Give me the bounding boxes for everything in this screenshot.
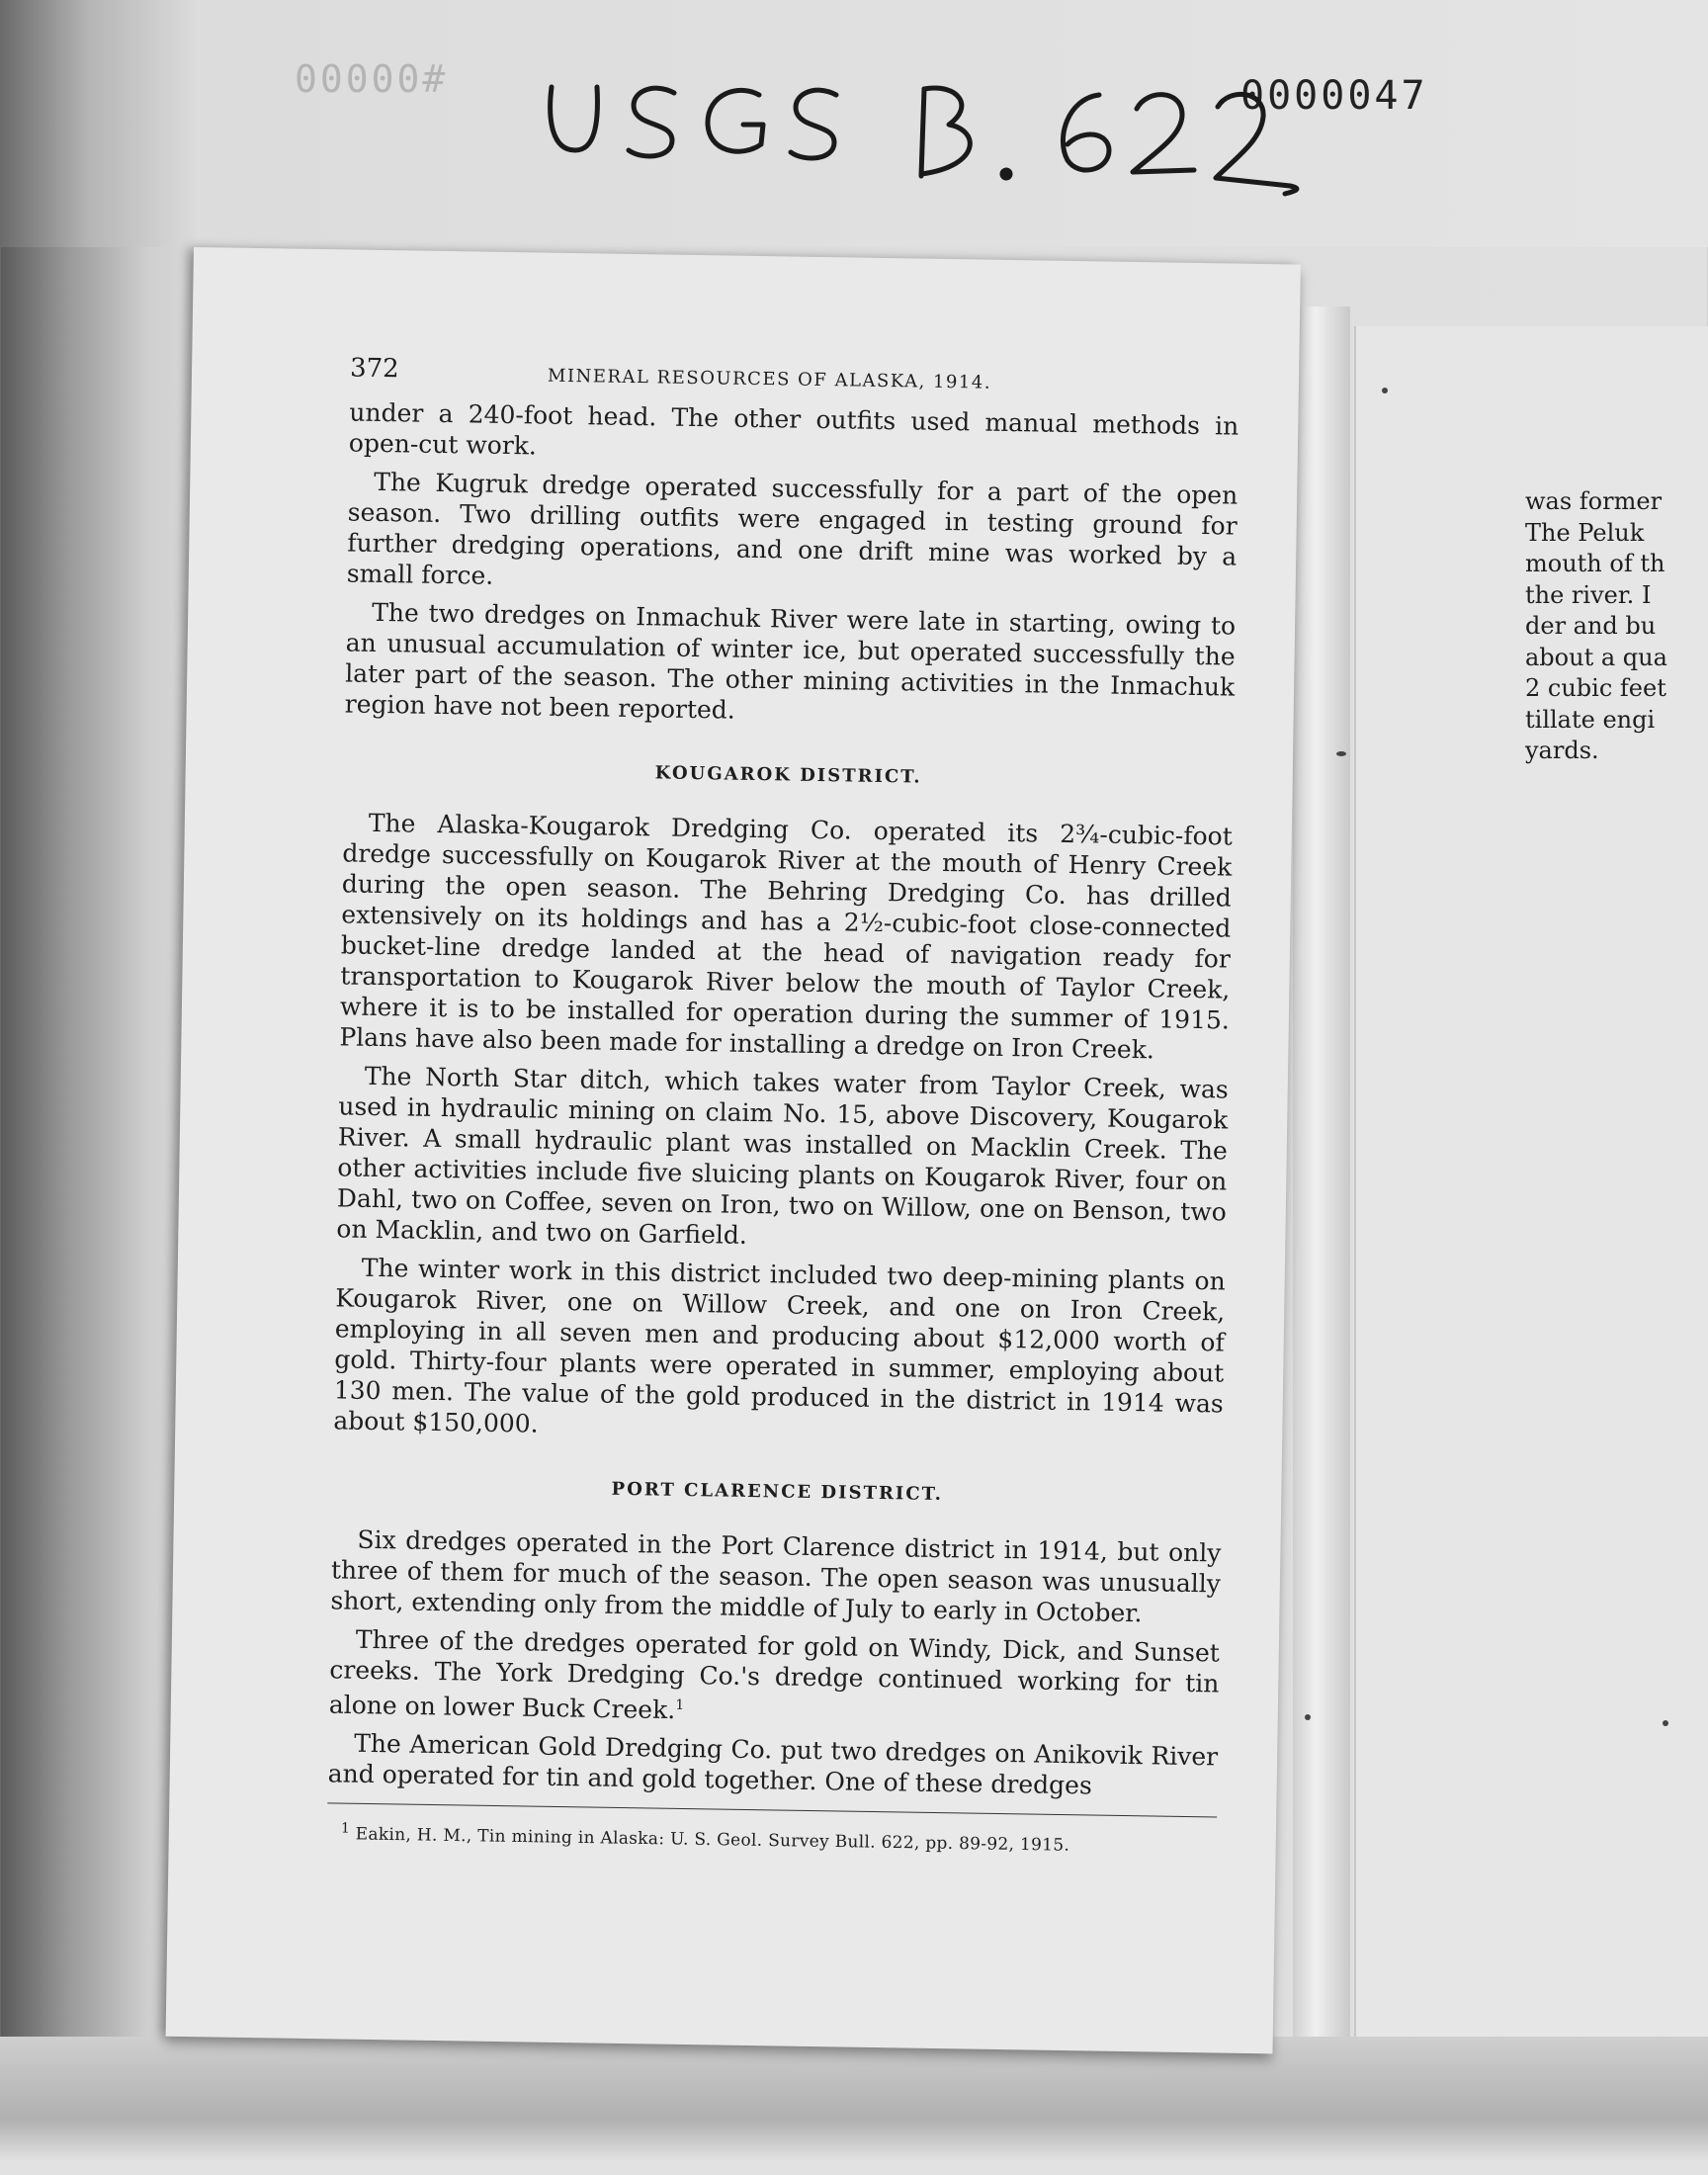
- stamped-document-number: 0000047: [1240, 73, 1428, 119]
- paragraph: The North Star ditch, which takes water from Taylor Creek, was used in hydraulic mining on claim No. 15, above Discovery, Kougarok River. A small hydraulic plant was installed on Macklin Creek. The other activities include five sluicing plants on Kougarok River, four on Dahl, two on Coffee, seven on Iron, two on Willow, one on Benson, two on Macklin, and two on Garfield.: [336, 1061, 1229, 1250]
- paragraph: The American Gold Dredging Co. put two dredges on Anikovik River and operated for tin and gold together. One of these dredges: [327, 1729, 1219, 1800]
- page-fold: [1293, 306, 1350, 2116]
- adjacent-line: der and bu: [1525, 612, 1657, 640]
- paragraph: The Alaska-Kougarok Dredging Co. operated its 2¾-cubic-foot dredge successfully on Kougarok River at the mouth of Henry Creek during the open season. The Behring Dredging Co. has drilled extensively on its holdings and has a 2½-cubic-foot close-connected bucket-line dredge landed at the head of navigation ready for transportation to Kougarok River below the mouth of Taylor Creek, where it is to be installed for operation during the summer of 1915. Plans have also been made for installing a dredge on Iron Creek.: [339, 808, 1233, 1065]
- page-text: [327, 354, 1240, 1865]
- running-title: MINERAL RESOURCES OF ALASKA, 1914.: [547, 365, 992, 393]
- footnote-marker: 1: [340, 1820, 351, 1838]
- adjacent-line: about a qua: [1525, 643, 1667, 671]
- handwritten-label: [534, 59, 1305, 208]
- paragraph: The winter work in this district included two deep-mining plants on Kougarok River, one on Willow Creek, and one on Iron Creek, employing in all seven men and producing about $12,000 worth of gold. Thirty-four plants were operated in summer, employing about 130 men. The value of the gold produced in the district in 1914 was about $150,000.: [333, 1253, 1226, 1438]
- adjacent-line: was former: [1525, 487, 1663, 515]
- footnote-text: Eakin, H. M., Tin mining in Alaska: U. S. Geol. Survey Bull. 622, pp. 89-92, 1915.: [355, 1824, 1070, 1857]
- adjacent-line: tillate engi: [1525, 705, 1656, 734]
- scan-speck: [1382, 388, 1388, 393]
- adjacent-line: mouth of th: [1525, 550, 1665, 577]
- footnote: [341, 1814, 1217, 1865]
- adjacent-line: 2 cubic feet: [1525, 674, 1666, 702]
- adjacent-line: the river. I: [1525, 580, 1652, 609]
- adjacent-line: yards.: [1525, 737, 1599, 764]
- footnote-reference: 1: [675, 1696, 685, 1713]
- paragraph: The Kugruk dredge operated successfully for a part of the open season. Two drilling outfits were engaged in testing ground for further dredging operations, and one drift mine was worked by a small force.: [346, 467, 1238, 590]
- page-number: 372: [349, 353, 399, 385]
- scan-bottom-margin: [0, 2037, 1708, 2175]
- adjacent-page-text: [1525, 486, 1708, 767]
- scan-speck: [1336, 751, 1346, 756]
- scan-speck: [1663, 1720, 1668, 1726]
- section-heading-kougarok: KOUGAROK DISTRICT.: [654, 762, 922, 788]
- paragraph: [329, 1623, 1220, 1733]
- scan-speck: [1305, 1714, 1311, 1720]
- section-heading-port-clarence: PORT CLARENCE DISTRICT.: [611, 1478, 944, 1506]
- paragraph-text: Three of the dredges operated for gold on Windy, Dick, and Sunset creeks. The York Dredging Co.'s dredge continued working for tin alone on lower Buck Creek.: [328, 1624, 1221, 1725]
- paragraph: under a 240-foot head. The other outfits used manual methods in open-cut work.: [348, 397, 1239, 461]
- page-sheet: [166, 247, 1301, 2053]
- ghost-bleedthrough-number: 00000#: [295, 57, 449, 101]
- paragraph: Six dredges operated in the Port Clarence district in 1914, but only three of them for much of the season. The open season was unusually short, extending only from the middle of July to early in October.: [330, 1524, 1222, 1628]
- paragraph: The two dredges on Inmachuk River were late in starting, owing to an unusual accumulation of winter ice, but operated successfully the later part of the season. The other mining activities in the Inmachuk region have not been reported.: [344, 597, 1237, 725]
- adjacent-line: The Peluk: [1525, 518, 1645, 547]
